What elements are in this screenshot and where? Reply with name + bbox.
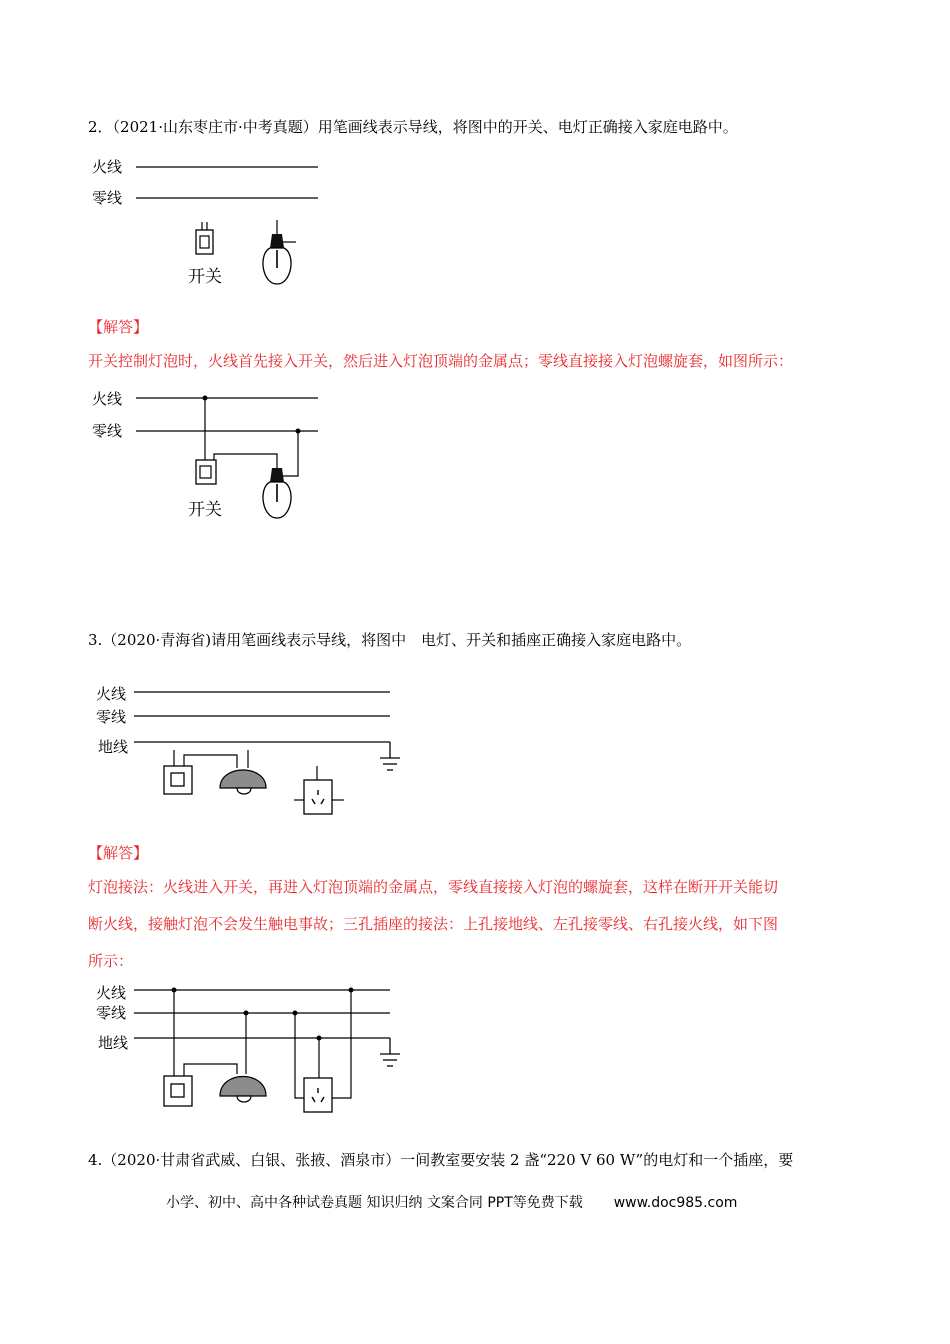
q3-answer-neutral-label: 零线	[96, 1004, 127, 1022]
q2-answer-neutral-label: 零线	[92, 422, 123, 440]
q2-circuit-diagram	[88, 150, 338, 295]
q3-answer-lamp-icon	[220, 1077, 266, 1103]
q2-answer-text: 开关控制灯泡时，火线首先接入开关，然后进入灯泡顶端的金属点；零线直接接入灯泡螺旋套，如图所示：	[88, 352, 794, 370]
q2-switch-icon	[196, 222, 213, 254]
q3-ground-label: 地线	[98, 738, 129, 756]
q3-answer-line3: 所示：	[88, 952, 134, 970]
q2-answer-switch-label: 开关	[188, 500, 222, 520]
q3-answer-live-label: 火线	[96, 984, 127, 1002]
q2-number: 2．	[88, 118, 113, 136]
q3-switch-icon	[164, 750, 192, 794]
q2-stem	[88, 117, 738, 137]
q2-answer-switch-icon	[196, 460, 216, 484]
q2-answer-heading: 【解答】	[88, 318, 149, 336]
q2-bulb-icon	[263, 220, 296, 284]
q3-answer-heading: 【解答】	[88, 844, 149, 862]
q3-socket-icon	[294, 766, 344, 814]
q3-stem: 3.（2020·青海省)请用笔画线表示导线，将图中 电灯、开关和插座正确接入家庭电路中。	[88, 631, 692, 649]
footer-text: 小学、初中、高中各种试卷真题 知识归纳 文案合同 PPT等免费下载	[166, 1195, 583, 1211]
q2-answer-live-label: 火线	[92, 390, 123, 408]
q4-stem: 4.（2020·甘肃省武威、白银、张掖、酒泉市）一间教室要安装 2 盏“220 V 60 W”的电灯和一个插座，要	[88, 1151, 794, 1169]
q2-switch-label: 开关	[188, 267, 222, 287]
q2-text: （2021·山东枣庄市·中考真题）用笔画线表示导线，将图中的开关、电灯正确接入家庭电路中。	[112, 118, 738, 136]
q3-lamp-icon	[220, 750, 266, 794]
q3-answer-ground-label: 地线	[98, 1034, 129, 1052]
q3-circuit-diagram	[88, 680, 418, 815]
q2-live-label: 火线	[92, 158, 123, 176]
q3-answer-diagram	[88, 978, 418, 1118]
q3-ground-icon	[380, 742, 400, 770]
q2-answer-diagram	[88, 384, 338, 529]
q3-answer-ground-icon	[380, 1038, 400, 1066]
page-footer	[166, 1192, 737, 1212]
q3-live-label: 火线	[96, 685, 127, 703]
q3-neutral-label: 零线	[96, 708, 127, 726]
q3-answer-socket-icon	[304, 1078, 332, 1112]
q3-answer-switch-icon	[164, 1076, 192, 1106]
q3-answer-line1: 灯泡接法：火线进入开关，再进入灯泡顶端的金属点，零线直接接入灯泡的螺旋套，这样在断开开关能切	[88, 878, 779, 896]
footer-url[interactable]: www.doc985.com	[613, 1195, 738, 1211]
q3-answer-line2: 断火线，接触灯泡不会发生触电事故；三孔插座的接法：上孔接地线、左孔接零线、右孔接火线，如下图	[88, 915, 779, 933]
q2-neutral-label: 零线	[92, 189, 123, 207]
